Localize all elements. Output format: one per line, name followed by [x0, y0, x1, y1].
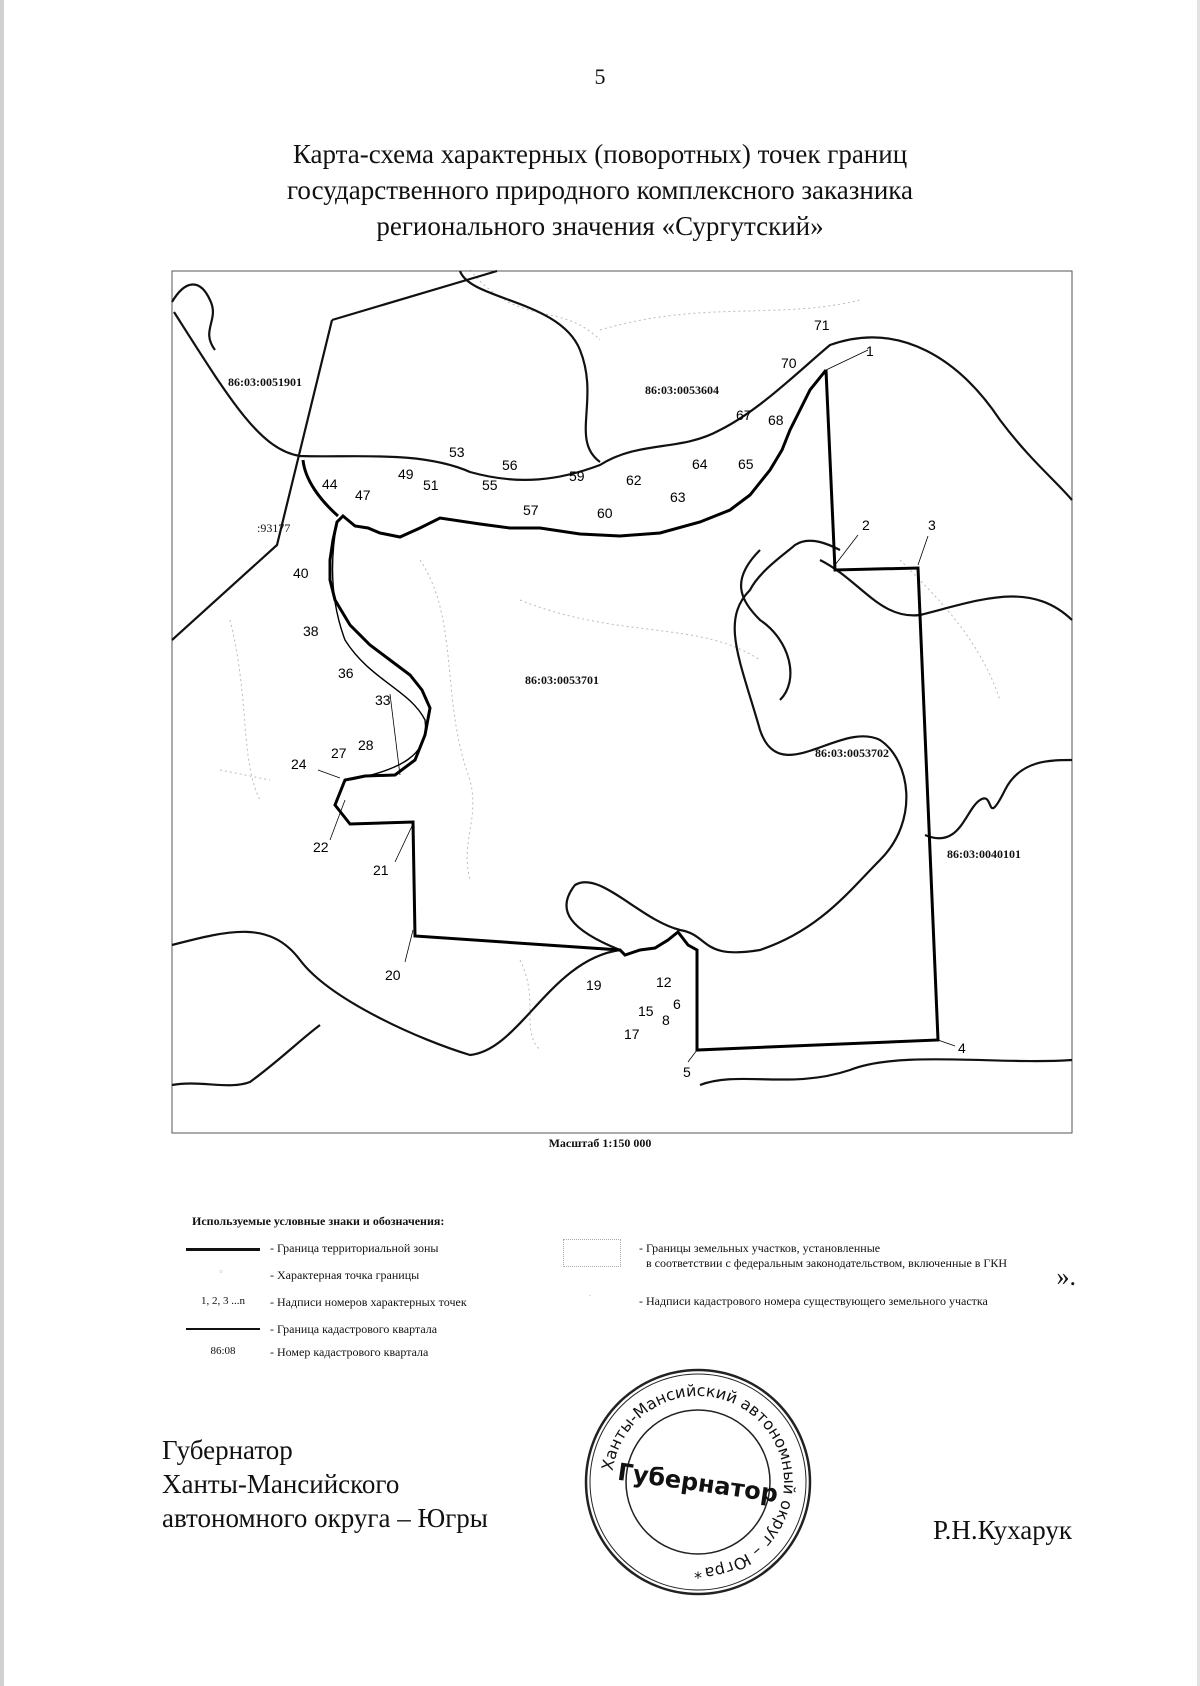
signature-line: Ханты-Мансийского — [162, 1469, 400, 1499]
legend-point-symbol: ◦ — [219, 1266, 223, 1278]
leader-line — [918, 536, 928, 565]
point-label: 47 — [355, 487, 371, 503]
point-label: 24 — [291, 756, 307, 772]
point-label: 64 — [692, 456, 708, 472]
signature-title — [162, 1433, 488, 1535]
leader-line — [395, 826, 412, 862]
point-label: 65 — [738, 456, 754, 472]
point-label: 8 — [662, 1012, 670, 1028]
seal-star-icon: * — [694, 1568, 702, 1587]
point-label: 1 — [866, 343, 874, 359]
point-label: 4 — [958, 1040, 966, 1056]
point-label: 63 — [670, 489, 686, 505]
signature-line: Губернатор — [162, 1435, 293, 1465]
point-label: 44 — [322, 476, 338, 492]
point-label: 68 — [768, 412, 784, 428]
point-label: 22 — [313, 839, 329, 855]
cadastral-quarter-boundary — [925, 760, 1072, 838]
legend-label: - Границы земельных участков, установленные — [639, 1241, 881, 1255]
point-label: 12 — [656, 974, 672, 990]
point-label: 2 — [862, 517, 870, 533]
cadastral-quarter-boundary — [332, 271, 497, 320]
map-scale: Масштаб 1:150 000 — [548, 1136, 652, 1150]
leader-line — [390, 694, 400, 775]
point-label: 36 — [338, 665, 354, 681]
point-label: 56 — [502, 457, 518, 473]
legend-label: в соответствии с федеральным законодательством, включенные в ГКН — [646, 1256, 1008, 1270]
legend-parcel-boundary-symbol — [563, 1239, 621, 1267]
legend-label: - Надписи номеров характерных точек — [270, 1295, 467, 1309]
point-label: 55 — [482, 477, 498, 493]
leader-line — [688, 1050, 697, 1062]
leader-line — [318, 770, 340, 778]
point-label: 38 — [303, 623, 319, 639]
point-label: 51 — [423, 477, 439, 493]
legend-label: - Граница территориальной зоны — [270, 1241, 439, 1255]
point-label: 59 — [569, 468, 585, 484]
point-label: 15 — [638, 1003, 654, 1019]
point-label: 19 — [586, 977, 602, 993]
parcel-label: 86:03:0053702 — [815, 746, 889, 760]
point-label: 17 — [624, 1026, 640, 1042]
legend-title: Используемые условные знаки и обозначения: — [192, 1214, 445, 1228]
point-label: 67 — [736, 407, 752, 423]
leader-line — [938, 1040, 955, 1046]
point-label: 5 — [683, 1064, 691, 1080]
point-label: 71 — [814, 317, 830, 333]
point-label: 53 — [449, 444, 465, 460]
point-label: 21 — [373, 862, 389, 878]
legend-label: - Характерная точка границы — [270, 1268, 420, 1282]
signatory-name: Р.Н.Кухарук — [932, 1515, 1072, 1545]
faint-boundary — [900, 560, 1000, 700]
faint-boundary — [520, 600, 760, 660]
legend-label: - Надписи кадастрового номера существующего земельного участка — [639, 1294, 988, 1308]
seal-center-text: Губернатор — [615, 1457, 780, 1509]
legend-label: - Граница кадастрового квартала — [270, 1322, 438, 1336]
point-label: 70 — [781, 355, 797, 371]
legend-symbol: 1, 2, 3 ...n — [201, 1295, 245, 1307]
point-label: 28 — [358, 737, 374, 753]
legend-symbol: 86:08 — [210, 1345, 236, 1357]
legend-zone-boundary-symbol — [186, 1248, 260, 1251]
official-seal — [583, 1367, 813, 1597]
point-label: 40 — [293, 565, 309, 581]
cadastral-quarter-boundary — [741, 550, 790, 700]
point-label: 6 — [673, 996, 681, 1012]
cadastral-quarter-boundary — [460, 271, 600, 462]
parcel-label: :93177 — [257, 521, 291, 535]
cadastral-quarter-boundary — [174, 312, 1072, 500]
point-label: 20 — [385, 967, 401, 983]
point-label: 62 — [626, 472, 642, 488]
parcel-label: 86:03:0053701 — [525, 673, 599, 687]
cadastral-quarter-boundary — [172, 932, 620, 1055]
faint-boundary — [230, 620, 260, 800]
legend-label: - Номер кадастрового квартала — [270, 1345, 429, 1359]
parcel-label: 86:03:0051901 — [228, 375, 302, 389]
point-label: 27 — [331, 745, 347, 761]
point-label: 33 — [375, 692, 391, 708]
title-line: регионального значения «Сургутский» — [376, 211, 824, 241]
legend-quarter-boundary-symbol — [186, 1328, 260, 1330]
leader-line — [826, 350, 868, 370]
parcel-label: 86:03:0053604 — [645, 383, 719, 397]
title-line: государственного природного комплексного заказника — [287, 175, 913, 205]
point-label: 3 — [928, 517, 936, 533]
faint-boundary — [220, 770, 270, 780]
cadastral-quarter-boundary — [172, 1025, 320, 1085]
page-number: 5 — [594, 64, 606, 89]
point-label: 49 — [398, 466, 414, 482]
faint-boundary — [470, 270, 600, 340]
title-line: Карта-схема характерных (поворотных) точек границ — [292, 139, 908, 169]
leader-line — [405, 930, 413, 962]
seal-ring-text: Ханты-Мансийский автономный округ – Югра — [597, 1380, 800, 1583]
parcel-label: 86:03:0040101 — [947, 847, 1021, 861]
cadastral-quarter-boundary — [700, 1059, 1072, 1085]
legend-parcel-number-symbol: · — [588, 1290, 592, 1302]
point-label: 57 — [523, 502, 539, 518]
point-label: 60 — [597, 505, 613, 521]
closing-quote: ». — [1056, 1262, 1076, 1291]
signature-line: автономного округа – Югры — [162, 1503, 488, 1533]
